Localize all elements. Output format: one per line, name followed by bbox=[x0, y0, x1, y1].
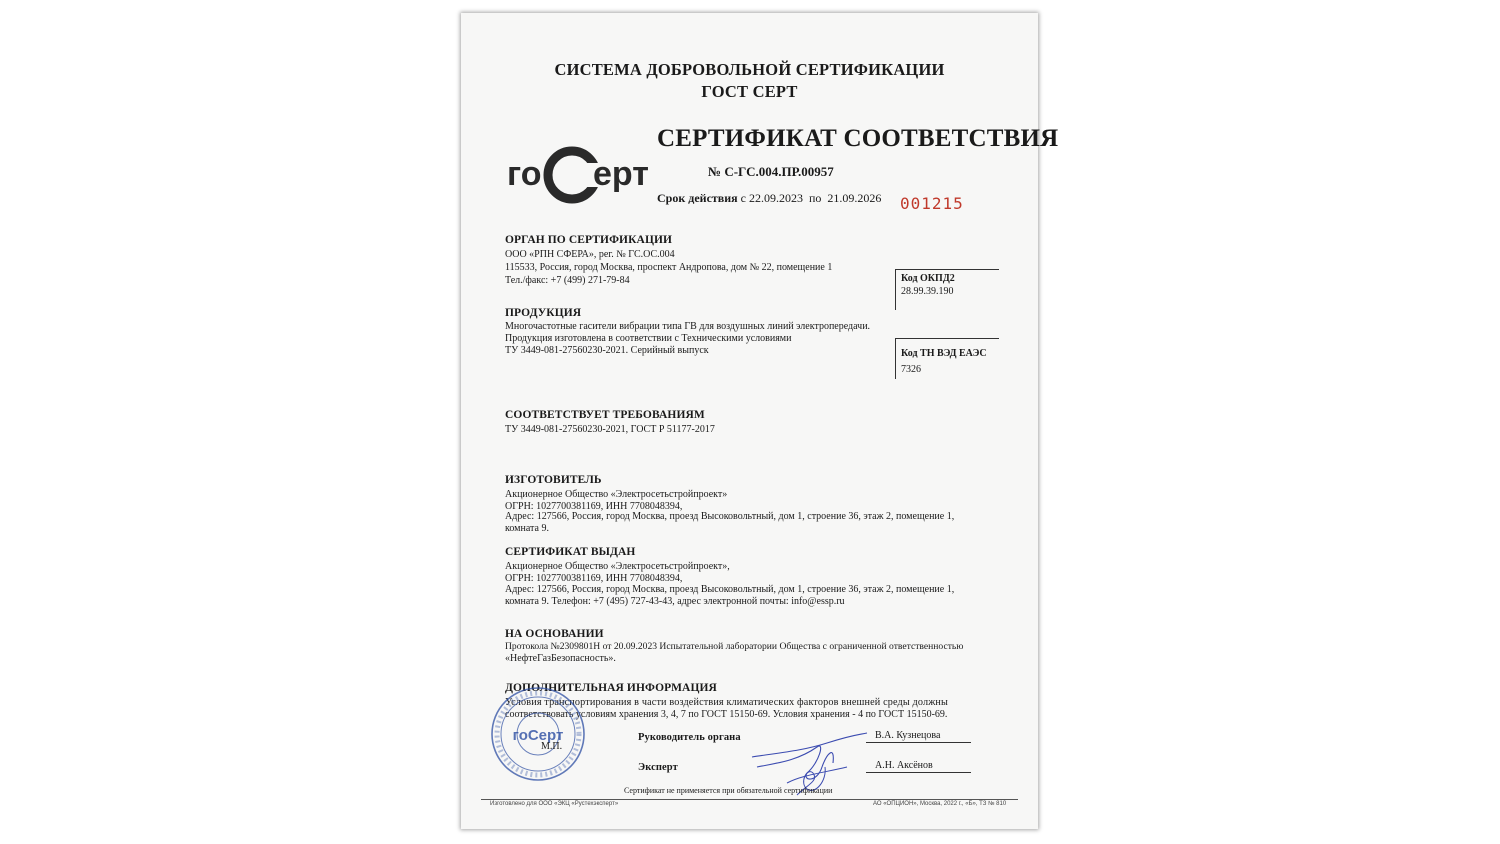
svg-text:гоСерт: гоСерт bbox=[512, 727, 564, 744]
validity-line bbox=[657, 191, 881, 206]
additional-line2: соответствовать условиям хранения 3, 4, 7 по ГОСТ 15150-69. Условия хранения - 4 по ГОСТ 15150-69. bbox=[505, 709, 948, 720]
authority-heading: ОРГАН ПО СЕРТИФИКАЦИИ bbox=[505, 234, 673, 246]
gost-sert-logo bbox=[505, 145, 655, 205]
product-heading: ПРОДУКЦИЯ bbox=[505, 307, 582, 319]
expert-signature-line bbox=[866, 772, 971, 773]
system-subtitle: ГОСТ СЕРТ bbox=[701, 82, 798, 101]
authority-line2: 115533, Россия, город Москва, проспект Андропова, дом № 22, помещение 1 bbox=[505, 262, 833, 273]
manufacturer-line3: Адрес: 127566, Россия, город Москва, проезд Высоковольтный, дом 1, строение 36, этаж 2, помещение 1, bbox=[505, 511, 955, 522]
expert-signature-label: Эксперт bbox=[638, 762, 678, 773]
issued-line4: комната 9. Телефон: +7 (495) 727-43-43, адрес электронной почты: info@essp.ru bbox=[505, 596, 845, 607]
manufacturer-line1: Акционерное Общество «Электросетьстройпроект» bbox=[505, 489, 728, 500]
certificate-sheet bbox=[461, 13, 1059, 829]
issued-heading: СЕРТИФИКАТ ВЫДАН bbox=[505, 546, 636, 558]
manufacturer-heading: ИЗГОТОВИТЕЛЬ bbox=[505, 474, 602, 486]
manufacturer-line2: ОГРН: 1027700381169, ИНН 7708048394, bbox=[505, 501, 683, 512]
tnved-label: Код ТН ВЭД ЕАЭС bbox=[901, 348, 987, 359]
requirements-line1: ТУ 3449-081-27560230-2021, ГОСТ Р 51177-2017 bbox=[505, 424, 715, 435]
issued-line1: Акционерное Общество «Электросетьстройпроект», bbox=[505, 561, 730, 572]
footer-right: АО «ОПЦИОН», Москва, 2022 г., «Б», ТЗ № 810 bbox=[873, 801, 1007, 807]
requirements-heading: СООТВЕТСТВУЕТ ТРЕБОВАНИЯМ bbox=[505, 409, 705, 421]
logo-text-ert: ерт bbox=[593, 155, 649, 193]
tnved-value: 7326 bbox=[901, 364, 921, 375]
basis-heading: НА ОСНОВАНИИ bbox=[505, 628, 604, 640]
issued-line2: ОГРН: 1027700381169, ИНН 7708048394, bbox=[505, 573, 683, 584]
head-signature-name: В.А. Кузнецова bbox=[875, 730, 941, 741]
head-signature-label: Руководитель органа bbox=[638, 732, 741, 743]
authority-line1: ООО «РПН СФЕРА», рег. № ГС.ОС.004 bbox=[505, 249, 675, 260]
product-line3: ТУ 3449-081-27560230-2021. Серийный выпуск bbox=[505, 345, 709, 356]
basis-line2: «НефтеГазБезопасность». bbox=[505, 653, 616, 664]
product-line2: Продукция изготовлена в соответствии с Техническими условиями bbox=[505, 333, 792, 344]
footer-left: Изготовлено для ООО «ЭКЦ «Рустехэксперт» bbox=[490, 801, 619, 807]
head-signature-line bbox=[866, 742, 971, 743]
footer-divider bbox=[481, 799, 1018, 800]
additional-heading: ДОПОЛНИТЕЛЬНАЯ ИНФОРМАЦИЯ bbox=[505, 682, 717, 694]
logo-text-go: го bbox=[507, 155, 542, 193]
mp-label: М.П. bbox=[541, 741, 563, 752]
additional-line1: Условия транспортирования в части воздействия климатических факторов внешней среды должны bbox=[505, 697, 949, 708]
validity-from: 22.09.2023 bbox=[749, 191, 803, 205]
expert-signature-name: А.Н. Аксёнов bbox=[875, 760, 933, 771]
system-title: СИСТЕМА ДОБРОВОЛЬНОЙ СЕРТИФИКАЦИИ bbox=[554, 60, 945, 79]
serial-number: 001215 bbox=[900, 194, 964, 213]
validity-from-label: с bbox=[740, 191, 746, 205]
tnved-box bbox=[895, 338, 999, 379]
issued-line3: Адрес: 127566, Россия, город Москва, проезд Высоковольтный, дом 1, строение 36, этаж 2, помещение 1, bbox=[505, 584, 955, 595]
validity-label: Срок действия bbox=[657, 191, 738, 205]
okpd2-label: Код ОКПД2 bbox=[901, 273, 955, 284]
okpd2-box bbox=[895, 269, 999, 310]
seal-stamp bbox=[489, 685, 587, 783]
okpd2-value: 28.99.39.190 bbox=[901, 286, 954, 297]
authority-line3: Тел./факс: +7 (499) 271-79-84 bbox=[505, 275, 630, 286]
validity-to-label: по bbox=[809, 191, 822, 205]
certificate-number: № С-ГС.004.ПР.00957 bbox=[708, 164, 834, 179]
footer-note: Сертификат не применяется при обязательной сертификации bbox=[624, 786, 833, 795]
certificate-title: СЕРТИФИКАТ СООТВЕТСТВИЯ bbox=[657, 125, 1059, 152]
product-line1: Многочастотные гасители вибрации типа ГВ для воздушных линий электропередачи. bbox=[505, 321, 871, 332]
validity-to: 21.09.2026 bbox=[827, 191, 882, 205]
manufacturer-line4: комната 9. bbox=[505, 523, 549, 534]
basis-line1: Протокола №2309801Н от 20.09.2023 Испытательной лаборатории Общества с ограниченной ответственностью bbox=[505, 641, 964, 652]
